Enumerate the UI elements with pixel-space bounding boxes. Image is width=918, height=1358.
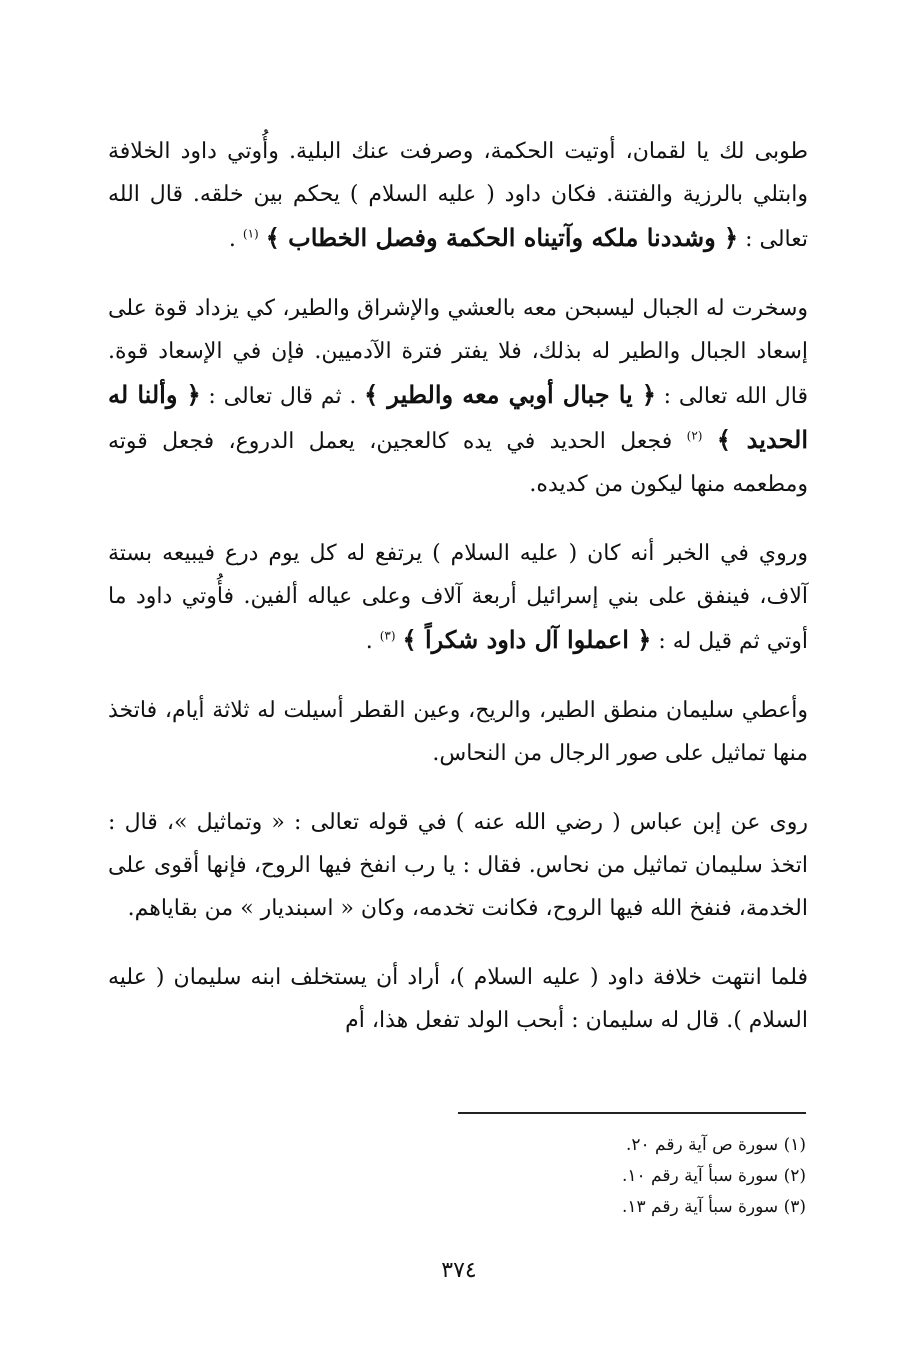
paragraph-2 (108, 287, 808, 506)
footnote-number: ( ٢ ) (778, 1166, 806, 1186)
quran-verse: ﴿ اعملوا آل داود شكراً ﴾ (402, 625, 652, 654)
footnote-2 (400, 1161, 806, 1192)
page-number: ٣٧٤ (441, 1258, 477, 1283)
quran-verse: ﴿ وألنا له الحديد ﴾ (108, 380, 809, 454)
main-text (108, 130, 808, 1042)
paragraph-text: طوبى لك يا لقمان، أوتيت الحكمة، وصرفت عنك البلية. وأُوتي داود الخلافة وابتلي بالرزية والفتنة. فكان داود ( عليه السلام ) يحكم بين خلقه. قال الله تعالى : (108, 139, 808, 252)
footnote-text: سورة ص آية رقم ٢٠. (625, 1135, 779, 1155)
paragraph-text: وسخرت له الجبال ليسبحن معه بالعشي والإشراق والطير، كي يزداد قوة على إسعاد الجبال والطير له بذلك، فلا يفتر فترة الآدميين. فإن في الإسعاد قوة. قال الله تعالى : (108, 296, 808, 409)
paragraph-5 (108, 801, 808, 930)
footnote-ref: ( $^١$ ) (243, 227, 259, 241)
footnotes (400, 1130, 806, 1223)
footnote-text: سورة سبأ آية رقم ١٣. (621, 1197, 779, 1217)
paragraph-4 (108, 689, 808, 775)
paragraph-text: روى عن إبن عباس ( رضي الله عنه ) في قوله تعالى : « وتماثيل »، قال : اتخذ سليمان تماثيل من نحاس. فقال : يا رب انفخ فيها الروح، فإنها أقوى على الخدمة، فنفخ الله فيها الروح، فكانت تخدمه، وكان « اسبنديار » من بقاياهم. (108, 810, 808, 921)
footnote-divider (458, 1112, 806, 1114)
paragraph-text: . (365, 629, 373, 654)
paragraph-text: فلما انتهت خلافة داود ( عليه السلام )، أراد أن يستخلف ابنه سليمان ( عليه السلام ). قال له سليمان : أبحب الولد تفعل هذا، أم (108, 965, 808, 1033)
footnote-text: سورة سبأ آية رقم ١٠. (621, 1166, 779, 1186)
quran-verse: ﴿ وشددنا ملكه وآتيناه الحكمة وفصل الخطاب ﴾ (265, 223, 739, 252)
quran-verse: ﴿ يا جبال أوبي معه والطير ﴾ (364, 380, 656, 409)
paragraph-text: . ثم قال تعالى : (200, 384, 357, 409)
footnote-number: ( ١ ) (778, 1135, 806, 1155)
paragraph-text: وروي في الخبر أنه كان ( عليه السلام ) يرتفع له كل يوم درع فيبيعه بستة آلاف، فينفق على بني إسرائيل أربعة آلاف وعلى عياله ألفين. فأُوتي داود ما أوتي ثم قيل له : (108, 541, 808, 654)
footnote-number: ( ٣ ) (778, 1197, 806, 1217)
footnote-ref: ( $^٣$ ) (380, 629, 396, 643)
footnote-ref: ( $^٢$ ) (687, 429, 703, 443)
paragraph-1 (108, 130, 808, 261)
paragraph-text: . (228, 227, 236, 252)
footnote-1 (400, 1130, 806, 1161)
paragraph-3 (108, 532, 808, 663)
paragraph-6 (108, 956, 808, 1042)
paragraph-text: وأعطي سليمان منطق الطير، والريح، وعين القطر أسيلت له ثلاثة أيام، فاتخذ منها تماثيل على صور الرجال من النحاس. (108, 698, 808, 766)
paragraph-text: فجعل الحديد في يده كالعجين، يعمل الدروع، فجعل قوته ومطعمه منها ليكون من كديده. (108, 429, 808, 497)
footnote-3 (400, 1192, 806, 1223)
